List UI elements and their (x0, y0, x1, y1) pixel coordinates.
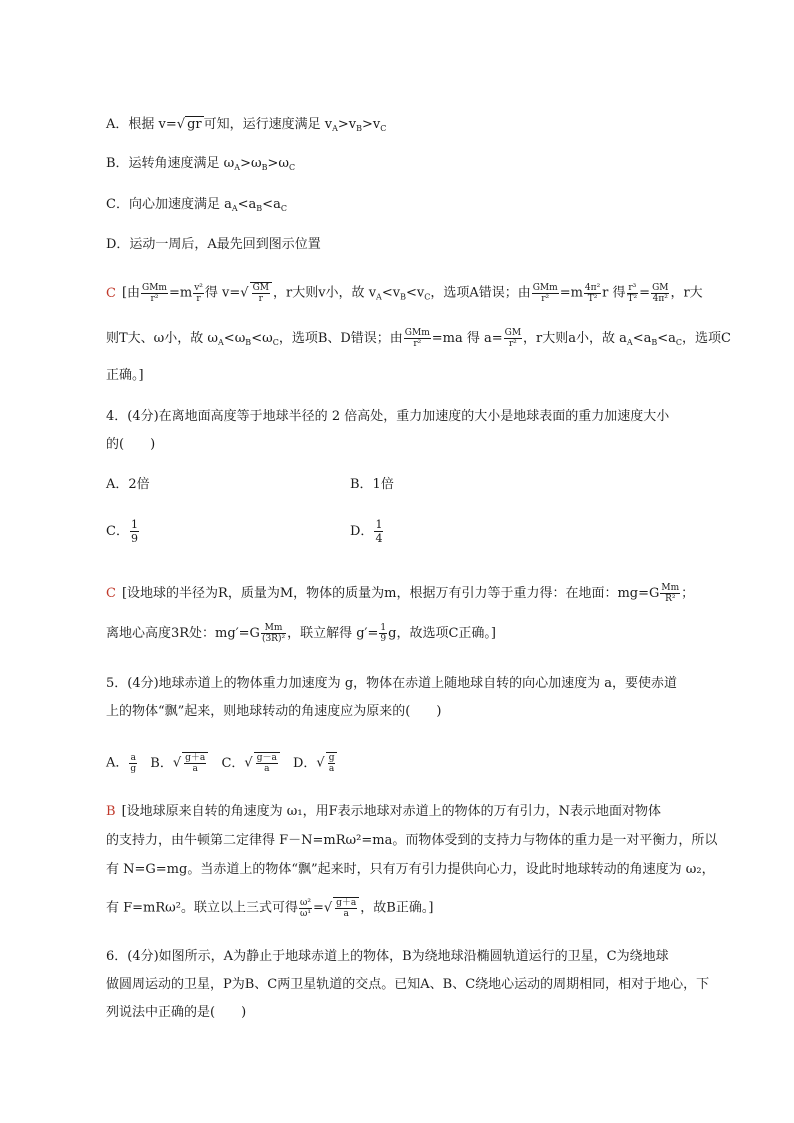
sub: A (332, 124, 338, 133)
sub: C (675, 338, 683, 347)
q3-a-text2: 可知，运行速度满足 v (203, 117, 333, 132)
q5-solution-line4 (106, 897, 433, 919)
text: ，选项B、D错误；由 (278, 331, 403, 346)
text: ，选项A错误；由 (430, 285, 531, 301)
fraction: $\frac{Mm}{\text{(3R)²}}$ (261, 623, 286, 644)
q4-stem-line1: 4．(4分)在离地面高度等于地球半径的 2 倍高处，重力加速度的大小是地球表面的重力加速度大小 (106, 409, 670, 424)
sub: A (231, 204, 238, 213)
text: ，r大 (670, 285, 703, 301)
sub: C (380, 124, 387, 133)
text: = (639, 285, 651, 301)
text: C． (106, 524, 129, 539)
text: <a (657, 331, 676, 346)
sub: A (376, 292, 382, 302)
text: 得 v= (204, 285, 241, 301)
sub: B (356, 124, 363, 133)
text: 离地心高度3R处：mg′=G (106, 626, 260, 641)
text: ，选项C (682, 331, 731, 346)
sqrt: √ $\frac{g}{a}$ (316, 752, 338, 774)
q3-c-mid1: <a (237, 197, 257, 212)
fraction: $\frac{\text{GMm}}{\text{r²}}$ (142, 282, 167, 304)
text: [设地球原来自转的角速度为 ω₁，用F表示地球对赤道上的物体的万有引力，N表示地面对物体 (121, 804, 661, 819)
q3-solution-line3: 正确。] (106, 368, 144, 383)
sub: B (400, 292, 406, 302)
sub: B (245, 338, 252, 347)
fraction: $\frac{\text{GMm}}{\text{r²}}$ (404, 328, 430, 349)
text: = (312, 900, 324, 916)
q5-solution-line2: 的支持力，由牛顿第二定律得 F－N=mRω²=ma。而物体受到的支持力与物体的重力是一对平衡力，所以 (106, 833, 718, 848)
sub: C (288, 163, 296, 172)
text: <v (405, 285, 425, 301)
text: 则T大、ω小，故 ω (106, 331, 219, 346)
fraction: $\frac{Mm}{\text{R²}}$ (661, 583, 680, 604)
q4-option-c (106, 518, 140, 545)
q4-solution-line2 (106, 623, 496, 644)
text: =m (168, 285, 193, 301)
text: g，故选项C正确。] (388, 626, 496, 641)
q3-solution-line1 (106, 282, 703, 306)
sub: C (280, 204, 287, 213)
text: <v (381, 285, 401, 301)
text: [设地球的半径为R，质量为M，物体的质量为m，根据万有引力等于重力得：在地面：mg=G (121, 586, 660, 601)
q5-option-d: D． (292, 755, 317, 771)
q3-solution-line2 (106, 328, 731, 351)
q6-stem-line1: 6．(4分)如图所示，A为静止于地球赤道上的物体，B为绕地球沿椭圆轨道运行的卫星，C为绕地球 (106, 949, 669, 964)
fraction: $\frac{\text{4π²}}{\text{T²}}$ (584, 282, 601, 304)
q5-option-a: A． (106, 755, 129, 771)
q4-option-d (350, 518, 384, 545)
text: r 得 (602, 285, 626, 301)
answer-letter: C (106, 285, 116, 301)
sqrt: √ $\frac{g-a}{a}$ (244, 752, 280, 774)
sub: B (261, 163, 268, 172)
q5-option-c: C． (221, 755, 245, 771)
fraction: $\frac{\text{v²}}{r}$ (194, 282, 203, 304)
text: [由 (121, 285, 141, 301)
q5-options (106, 752, 338, 774)
sub: A (218, 338, 224, 347)
sub: A (626, 338, 633, 347)
fraction: $\frac{a}{g}$ (130, 752, 137, 774)
q5-option-b: B． (150, 755, 173, 771)
answer-letter: B (106, 804, 116, 819)
q3-option-d: D．运动一周后，A最先回到图示位置 (106, 237, 321, 252)
fraction: $\frac{\text{ω²}}{\text{ω¹}}$ (299, 897, 311, 919)
q3-c-mid2: <a (262, 197, 281, 212)
fraction: $\frac{1}{9}$ (380, 623, 387, 644)
q3-b-mid2: >ω (267, 156, 289, 171)
fraction: $\frac{GM}{\text{r²}}$ (504, 328, 522, 349)
text: ，r大则a小，故 a (523, 331, 627, 346)
q4-option-b: B．1倍 (350, 477, 394, 492)
q3-option-c (106, 197, 287, 217)
q3-a-mid1: >v (337, 117, 357, 132)
sqrt-gr: √ gr (176, 117, 202, 132)
text: 有 F=mRω²。联立以上三式可得 (106, 900, 298, 916)
sqrt: √ $\frac{GM}{r}$ (240, 282, 273, 304)
q4-option-a: A．2倍 (106, 477, 150, 492)
text: ，联立解得 g′= (287, 626, 379, 641)
q5-stem-line1: 5．(4分)地球赤道上的物体重力加速度为 g，物体在赤道上随地球自转的向心加速度为 a，要使赤道 (106, 676, 678, 691)
q5-solution-line1 (106, 804, 661, 820)
sub: C (272, 338, 279, 347)
q5-stem-line2: 上的物体“飘”起来，则地球转动的角速度应为原来的( ) (106, 704, 442, 719)
text: <a (632, 331, 652, 346)
fraction: $\frac{1}{4}$ (375, 518, 383, 545)
q3-a-text: A．根据 v= (106, 117, 177, 132)
fraction: $\frac{1}{9}$ (130, 518, 138, 545)
text: <ω (251, 331, 273, 346)
q4-solution-line1 (106, 583, 694, 604)
q4-stem-line2: 的( ) (106, 437, 156, 452)
fraction: $\frac{GM}{\text{4π²}}$ (652, 282, 669, 304)
q3-b-text: B．运转角速度满足 ω (106, 156, 235, 171)
answer-letter: C (106, 586, 116, 601)
sub: B (256, 204, 263, 213)
fraction: $\frac{\text{r³}}{\text{T²}}$ (627, 282, 638, 304)
text: =ma 得 a= (431, 331, 503, 346)
q3-option-b (106, 156, 295, 176)
q5-solution-line3: 有 N=G=mg。当赤道上的物体“飘”起来时，只有万有引力提供向心力，设此时地球转动的角速度为 ω₂， (106, 862, 715, 877)
q3-option-a (106, 116, 386, 137)
sqrt: √ $\frac{g+a}{a}$ (324, 897, 360, 919)
q3-a-mid2: >v (362, 117, 381, 132)
sub: C (424, 292, 431, 302)
q6-stem-line3: 列说法中正确的是( ) (106, 1005, 247, 1020)
sub: B (651, 338, 658, 347)
text: =m (559, 285, 583, 301)
text: <ω (223, 331, 246, 346)
text: ，故B正确。] (360, 900, 434, 916)
sub: A (234, 163, 241, 172)
text: ； (681, 586, 695, 601)
q6-stem-line2: 做圆周运动的卫星，P为B、C两卫星轨道的交点。已知A、B、C绕地心运动的周期相同，相对于地心，下 (106, 977, 710, 992)
text: ，r大则v小，故 v (273, 285, 377, 301)
q3-c-text: C．向心加速度满足 a (106, 197, 232, 212)
sqrt: √ $\frac{g+a}{a}$ (173, 752, 209, 774)
fraction: $\frac{\text{GMm}}{\text{r²}}$ (532, 282, 558, 304)
text: D． (350, 524, 374, 539)
q3-b-mid1: >ω (240, 156, 262, 171)
